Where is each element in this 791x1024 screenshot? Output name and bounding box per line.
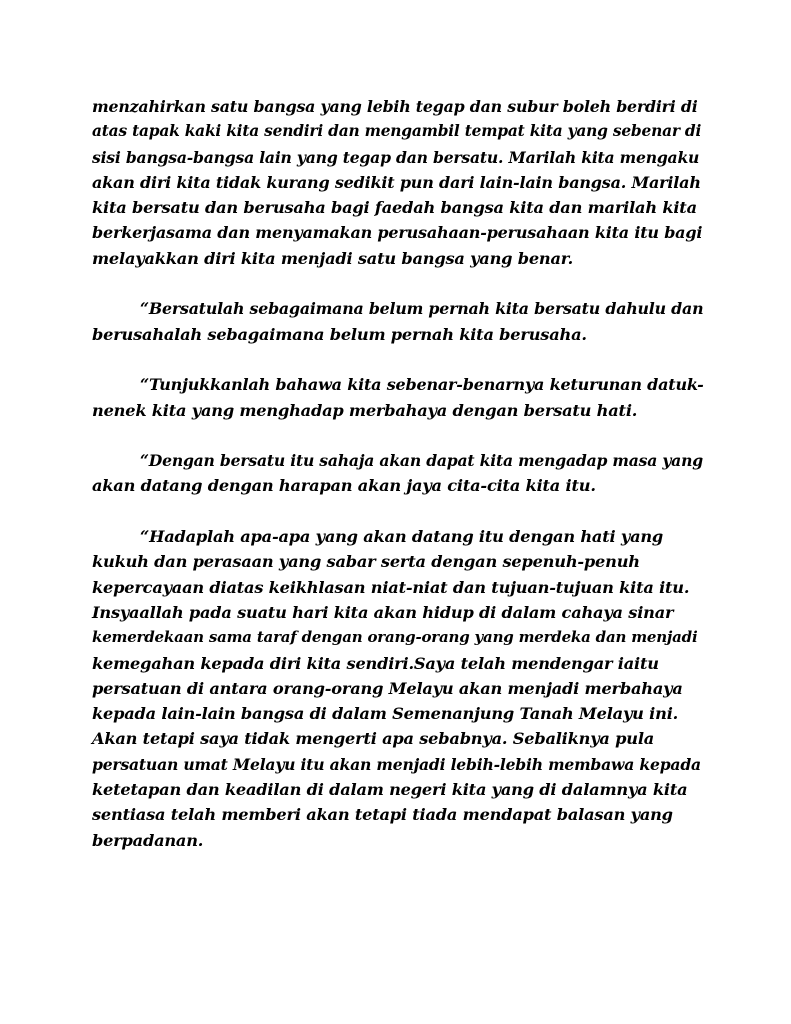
text-line: kemegahan kepada diri kita sendiri.Saya telah mendengar iaitu bbox=[92, 653, 659, 673]
text-line: sentiasa telah memberi akan tetapi tiada mendapat balasan yang bbox=[92, 805, 673, 825]
text-line: nenek kita yang menghadap merbahaya dengan bersatu hati. bbox=[92, 400, 638, 420]
text-line: persatuan umat Melayu itu akan menjadi lebih-lebih membawa kepada bbox=[92, 754, 701, 774]
text-line: ketetapan dan keadilan di dalam negeri kita yang di dalamnya kita bbox=[92, 780, 688, 800]
text-line: Akan tetapi saya tidak mengerti apa sebabnya. Sebaliknya pula bbox=[92, 729, 655, 749]
text-line: berkerjasama dan menyamakan perusahaan-perusahaan kita itu bagi bbox=[92, 223, 703, 243]
text-line: “Bersatulah sebagaimana belum pernah kita bersatu dahulu dan bbox=[140, 299, 704, 319]
text-line: menzahirkan satu bangsa yang lebih tegap dan subur boleh berdiri di bbox=[92, 97, 698, 116]
text-line: melayakkan diri kita menjadi satu bangsa yang benar. bbox=[92, 248, 574, 268]
text-line: kepercayaan diatas keikhlasan niat-niat dan tujuan-tujuan kita itu. bbox=[92, 577, 690, 597]
text-line: “Dengan bersatu itu sahaja akan dapat kita mengadap masa yang bbox=[140, 451, 703, 471]
paragraph bbox=[92, 524, 704, 853]
text-line: akan datang dengan harapan akan jaya cita-cita kita itu. bbox=[92, 476, 596, 496]
text-line: berpadanan. bbox=[92, 830, 204, 850]
text-line: “Tunjukkanlah bahawa kita sebenar-benarnya keturunan datuk- bbox=[140, 375, 704, 395]
text-line: “Hadaplah apa-apa yang akan datang itu dengan hati yang bbox=[140, 527, 664, 547]
paragraph bbox=[92, 372, 704, 423]
paragraph bbox=[92, 94, 704, 271]
paragraph bbox=[92, 448, 704, 499]
text-line: atas tapak kaki kita sendiri dan mengambil tempat kita yang sebenar di bbox=[92, 122, 702, 141]
text-line: sisi bangsa-bangsa lain yang tegap dan bersatu. Marilah kita mengaku bbox=[92, 147, 700, 167]
text-line: persatuan di antara orang-orang Melayu akan menjadi merbahaya bbox=[92, 678, 683, 698]
text-line: kemerdekaan sama taraf dengan orang-orang yang merdeka dan menjadi bbox=[92, 628, 698, 647]
paragraph bbox=[92, 296, 704, 347]
document-page bbox=[92, 94, 704, 878]
text-line: Insyaallah pada suatu hari kita akan hidup di dalam cahaya sinar bbox=[92, 602, 674, 622]
text-line: kukuh dan perasaan yang sabar serta dengan sepenuh-penuh bbox=[92, 552, 640, 572]
text-line: kita bersatu dan berusaha bagi faedah bangsa kita dan marilah kita bbox=[92, 198, 697, 218]
text-line: berusahalah sebagaimana belum pernah kita berusaha. bbox=[92, 324, 587, 344]
text-line: kepada lain-lain bangsa di dalam Semenanjung Tanah Melayu ini. bbox=[92, 704, 679, 724]
text-line: akan diri kita tidak kurang sedikit pun dari lain-lain bangsa. Marilah bbox=[92, 172, 701, 192]
